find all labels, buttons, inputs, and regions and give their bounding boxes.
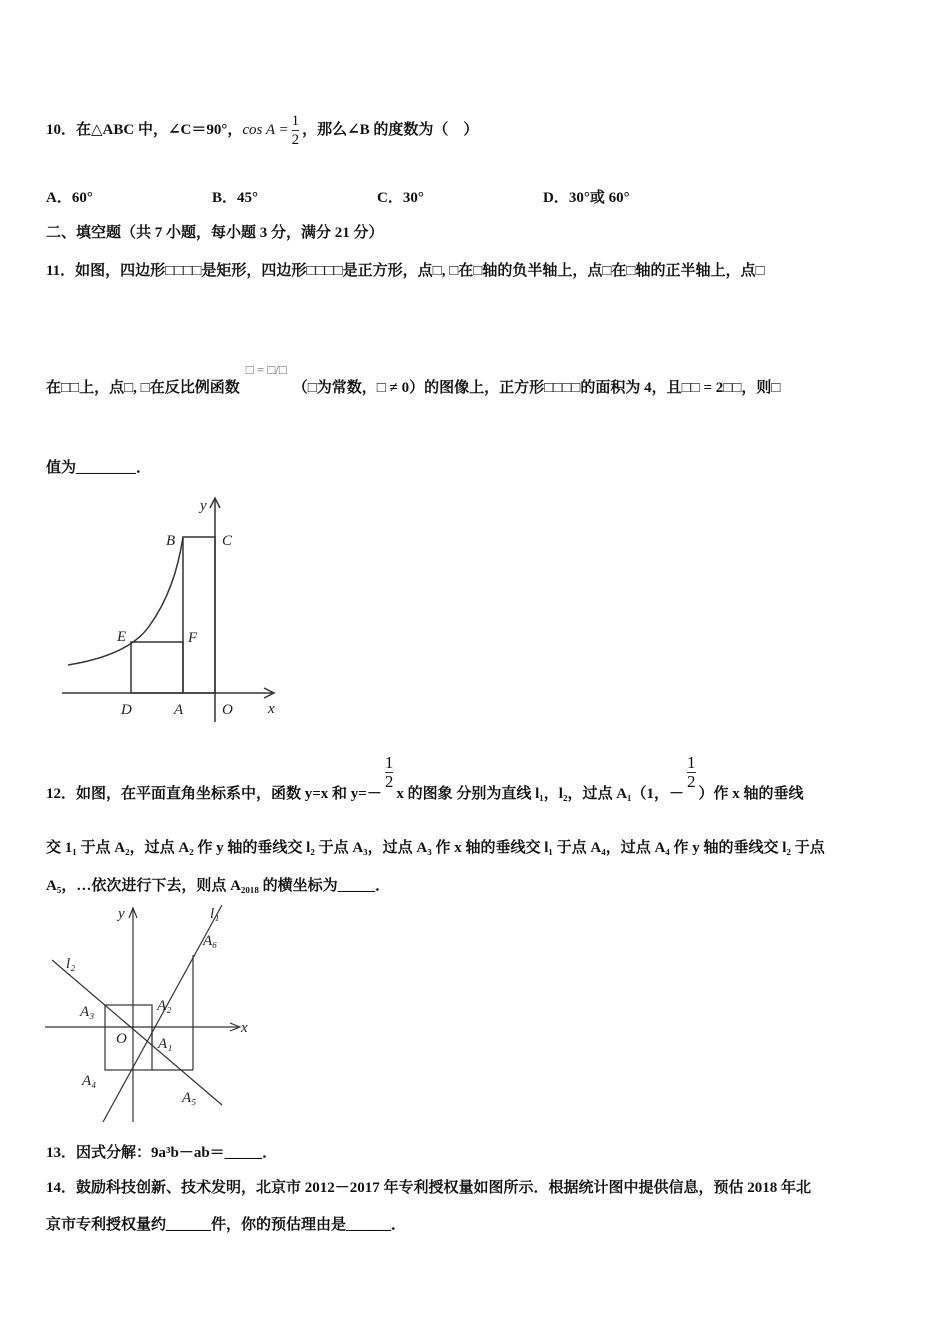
square-daef	[131, 642, 183, 693]
figure-q12-labels	[66, 906, 248, 1106]
label-c: C	[222, 533, 233, 549]
label-l1: l₁	[210, 906, 220, 922]
label-y: y	[118, 906, 125, 922]
label-a4: A₄	[82, 1073, 97, 1089]
q14-line1: 14．鼓励科技创新、技术发明，北京市 2012－2017 年专利授权量如图所示．根据统计图中提供信息，预估 2018 年北	[46, 1180, 812, 1196]
label-a1: A₁	[158, 1036, 173, 1052]
label-l2: l₂	[66, 956, 76, 972]
label-o: O	[222, 702, 233, 718]
option-d: D．30°或 60°	[543, 190, 630, 206]
label-y: y	[200, 498, 207, 514]
line-l2	[52, 960, 222, 1105]
option-b: B．45°	[212, 190, 259, 206]
q12-l1c: ）作 x 轴的垂线	[698, 785, 804, 802]
rectangle-abco	[183, 537, 215, 693]
q11-line2a: 在□□上，点□, □在反比例函数	[46, 380, 240, 396]
fraction	[687, 754, 696, 791]
label-o: O	[116, 1031, 127, 1047]
q10-suffix: ，那么∠B 的度数为（ ）	[302, 121, 479, 138]
figure-q11-labels	[116, 498, 275, 718]
denominator: 2	[291, 132, 300, 148]
option-c: C．30°	[377, 190, 424, 206]
function-formula: □ = □/□	[245, 362, 287, 377]
q11-line3: 值为________．	[46, 460, 152, 476]
hyperbola-curve	[68, 537, 183, 665]
section-heading: 二、填空题（共 7 小题，每小题 3 分，满分 21 分）	[46, 225, 384, 241]
q12-line1	[46, 753, 804, 802]
numerator: 1	[291, 113, 300, 129]
fraction	[385, 754, 394, 791]
q11-line1: 11．如图，四边形□□□□是矩形，四边形□□□□是正方形，点□, □在□轴的负半轴上，点□在□轴的正半轴上，点□	[46, 263, 765, 279]
figure-q11	[62, 498, 274, 722]
label-a5: A₅	[182, 1090, 197, 1106]
label-e: E	[117, 629, 127, 645]
denominator: 2	[687, 772, 696, 791]
label-x: x	[268, 701, 275, 717]
denominator: 2	[384, 772, 394, 791]
label-a6: A₆	[203, 933, 218, 949]
question-13: 13．因式分解：9a³b－ab＝_____．	[46, 1145, 278, 1161]
label-b: B	[166, 533, 176, 549]
q12-l1b: x 的图象 分别为直线 l₁，l₂，过点 A₁（1，－	[396, 785, 685, 802]
q14-line2: 京市专利授权量约______件，你的预估理由是______．	[46, 1217, 407, 1233]
q10-text: 10．在△ABC 中，∠C＝90°，	[46, 121, 243, 138]
q11-line2b: （□为常数，□ ≠ 0）的图像上，正方形□□□□的面积为 4，且□□ = 2□□，则□	[292, 380, 781, 396]
label-a: A	[174, 702, 184, 718]
option-a: A．60°	[46, 190, 93, 206]
label-a2: A₂	[157, 998, 172, 1014]
label-x: x	[241, 1020, 248, 1036]
label-f: F	[188, 630, 198, 646]
q12-line2: 交 1₁ 于点 A₂，过点 A₂ 作 y 轴的垂线交 l₂ 于点 A₃，过点 A₃ 作 x 轴的垂线交 l₁ 于点 A₄，过点 A₄ 作 y 轴的垂线交 l₂ 于点	[46, 840, 825, 856]
q12-line3: A₅，…依次进行下去，则点 A₂₀₁₈ 的横坐标为_____．	[46, 878, 391, 894]
label-d: D	[121, 702, 132, 718]
cos-expression: cos A =	[242, 122, 289, 138]
numerator: 1	[384, 753, 394, 772]
label-a3: A₃	[80, 1004, 95, 1020]
q12-l1a: 12．如图，在平面直角坐标系中，函数 y=x 和 y=－	[46, 785, 382, 802]
numerator: 1	[687, 753, 696, 772]
